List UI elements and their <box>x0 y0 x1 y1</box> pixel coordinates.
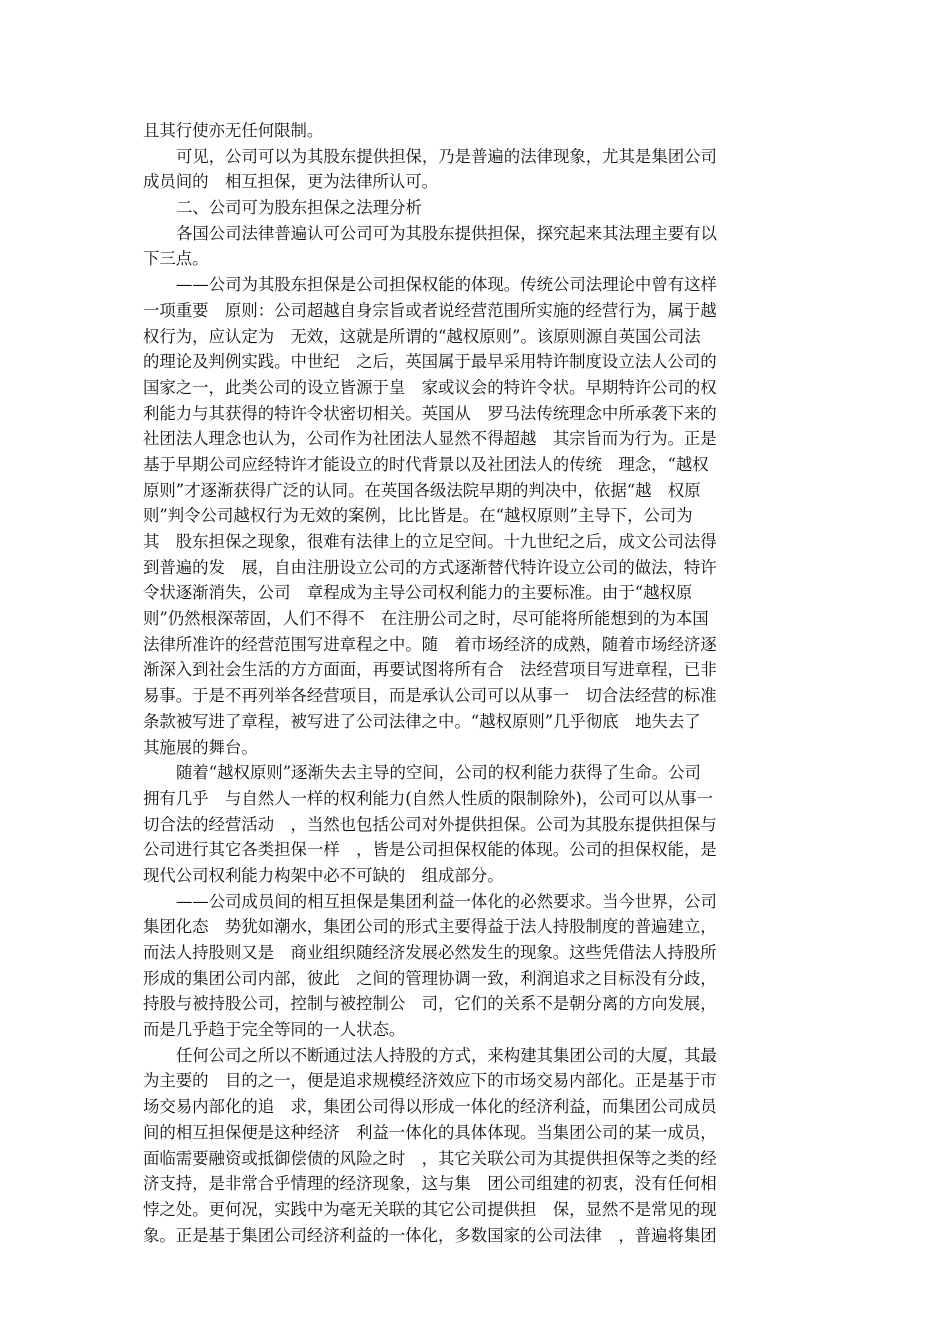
text-line: 利能力与其获得的特许令状密切相关。英国从 罗马法传统理念中所承袭下来的 <box>143 403 717 423</box>
text-line: 拥有几乎 与自然人一样的权利能力(自然人性质的限制除外)，公司可以从事一 <box>143 788 714 808</box>
text-line: 各国公司法律普遍认可公司可为其股东提供担保，探究起来其法理主要有以 <box>176 223 717 243</box>
text-line: 条款被写进了章程，被写进了公司法律之中。“越权原则”几乎彻底 地失去了 <box>143 711 701 731</box>
text-line: 基于早期公司应经特许才能设立的时代背景以及社团法人的传统 理念，“越权 <box>143 454 709 474</box>
text-line: 可见，公司可以为其股东提供担保，乃是普遍的法律现象，尤其是集团公司 <box>176 146 717 166</box>
text-line: 随着“越权原则”逐渐失去主导的空间，公司的权利能力获得了生命。公司 <box>176 763 701 783</box>
text-line: 则”仍然根深蒂固，人们不得不 在注册公司之时，尽可能将所能想到的为本国 <box>143 609 709 629</box>
text-line: 切合法的经营活动 ，当然也包括公司对外提供担保。公司为其股东提供担保与 <box>143 814 717 834</box>
text-line: 权行为，应认定为 无效，这就是所谓的“越权原则”。该原则源自英国公司法 <box>143 326 701 346</box>
text-line: ——公司成员间的相互担保是集团利益一体化的必然要求。当今世界，公司 <box>176 891 717 911</box>
text-line: 到普遍的发 展，自由注册设立公司的方式逐渐替代特许设立公司的做法，特许 <box>143 557 717 577</box>
text-line: 且其行使亦无任何限制。 <box>143 121 324 140</box>
text-line: 而是几乎趋于完全等同的一人状态。 <box>143 1020 406 1040</box>
text-line: 面临需要融资或抵御偿债的风险之时 ，其它关联公司为其提供担保等之类的经 <box>143 1148 717 1168</box>
text-line: 其施展的舞台。 <box>143 737 258 757</box>
text-line: 令状逐渐消失，公司 章程成为主导公司权利能力的主要标准。由于“越权原 <box>143 583 693 603</box>
text-line: 间的相互担保便是这种经济 利益一体化的具体体现。当集团公司的某一成员， <box>143 1122 717 1142</box>
text-line: 社团法人理念也认为，公司作为社团法人显然不得超越 其宗旨而为行为。正是 <box>143 429 717 449</box>
text-line: 而法人持股则又是 商业组织随经济发展必然发生的现象。这些凭借法人持股所 <box>143 943 717 962</box>
text-line: 一项重要 原则：公司超越自身宗旨或者说经营范围所实施的经营行为，属于越 <box>143 300 717 320</box>
text-line: 象。正是基于集团公司经济利益的一体化，多数国家的公司法律 ，普遍将集团 <box>143 1225 717 1245</box>
text-line: 为主要的 目的之一，便是追求规模经济效应下的市场交易内部化。正是基于市 <box>143 1071 717 1091</box>
document-body <box>143 118 811 1248</box>
text-line: 任何公司之所以不断通过法人持股的方式，来构建其集团公司的大厦，其最 <box>176 1045 717 1065</box>
text-line: 悖之处。更何况，实践中为毫无关联的其它公司提供担 保，显然不是常见的现 <box>143 1199 717 1219</box>
text-line: 集团化态 势犹如潮水，集团公司的形式主要得益于法人持股制度的普遍建立， <box>143 917 717 937</box>
text-line: 渐深入到社会生活的方方面面，再要试图将所有合 法经营项目写进章程，已非 <box>143 660 717 680</box>
text-line: 国家之一，此类公司的设立皆源于皇 家或议会的特许令状。早期特许公司的权 <box>143 377 717 397</box>
text-line: 公司进行其它各类担保一样 ，皆是公司担保权能的体现。公司的担保权能，是 <box>143 840 717 860</box>
text-line: 场交易内部化的追 求，集团公司得以形成一体化的经济利益，而集团公司成员 <box>143 1097 717 1117</box>
text-line: 现代公司权利能力构架中必不可缺的 组成部分。 <box>143 865 504 885</box>
text-line: 原则”才逐渐获得广泛的认同。在英国各级法院早期的判决中，依据“越 权原 <box>143 480 701 500</box>
text-line: 成员间的 相互担保，更为法律所认可。 <box>143 172 439 192</box>
text-line: 二、公司可为股东担保之法理分析 <box>176 198 422 218</box>
text-line: 下三点。 <box>143 249 209 269</box>
text-line: 的理论及判例实践。中世纪 之后，英国属于最早采用特许制度设立法人公司的 <box>143 352 717 372</box>
text-line: ——公司为其股东担保是公司担保权能的体现。传统公司法理论中曾有这样 <box>176 275 717 295</box>
text-line: 法律所准许的经营范围写进章程之中。随 着市场经济的成熟，随着市场经济逐 <box>143 634 717 654</box>
text-line: 其 股东担保之现象，很难有法律上的立足空间。十九世纪之后，成文公司法得 <box>143 532 717 551</box>
text-line: 持股与被持股公司，控制与被控制公 司，它们的关系不是朝分离的方向发展， <box>143 994 717 1014</box>
text-line: 则”判令公司越权行为无效的案例，比比皆是。在“越权原则”主导下，公司为 <box>143 506 693 526</box>
text-line: 形成的集团公司内部，彼此 之间的管理协调一致，利润追求之目标没有分歧， <box>143 968 717 988</box>
text-line: 济支持，是非常合乎情理的经济现象，这与集 团公司组建的初衷，没有任何相 <box>143 1174 717 1194</box>
text-line: 易事。于是不再列举各经营项目，而是承认公司可以从事一 切合法经营的标准 <box>143 686 717 706</box>
